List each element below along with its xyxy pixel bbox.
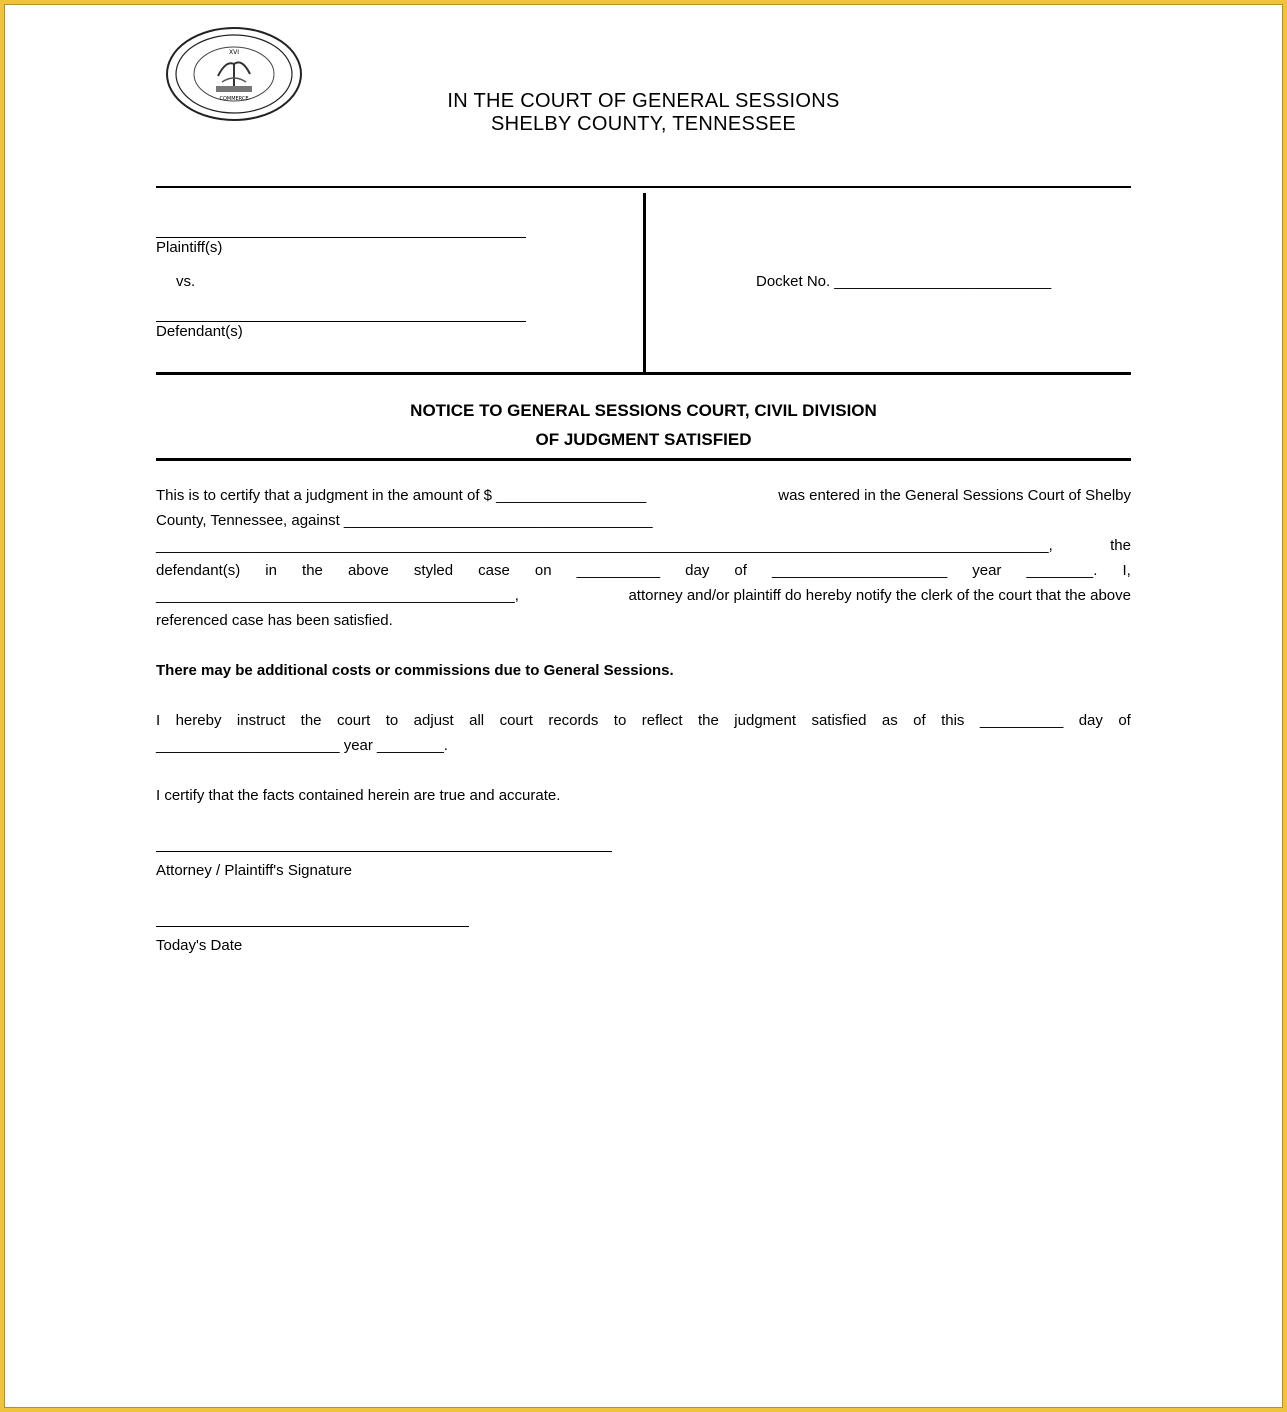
paragraph1-line5 — [156, 587, 1131, 604]
docket-number-field[interactable]: Docket No. __________________________ — [756, 273, 1052, 290]
word: of — [913, 712, 926, 729]
word: court — [499, 712, 533, 729]
court-title-line1: IN THE COURT OF GENERAL SESSIONS — [447, 90, 840, 112]
defendant-label: Defendant(s) — [156, 323, 243, 340]
word: instruct — [236, 712, 286, 729]
satisfied-day-blank[interactable]: __________ — [979, 712, 1064, 729]
word: to — [385, 712, 399, 729]
svg-text:COMMERCE: COMMERCE — [219, 96, 249, 102]
svg-text:XVI: XVI — [229, 49, 239, 56]
word: on — [534, 562, 552, 579]
paragraph2-line1 — [156, 712, 1131, 729]
judgment-month-blank[interactable]: _____________________ — [771, 562, 948, 579]
word: case — [478, 562, 510, 579]
judgment-day-blank[interactable]: __________ — [576, 562, 661, 579]
date-label: Today's Date — [156, 937, 243, 954]
word: this — [941, 712, 965, 729]
word: hereby — [175, 712, 222, 729]
paragraph1-line4 — [156, 562, 1131, 579]
the-word: the — [1110, 537, 1131, 554]
word: records — [548, 712, 599, 729]
certify-statement: I certify that the facts contained herein are true and accurate. — [156, 787, 561, 804]
judgment-year-blank[interactable]: ________. — [1026, 562, 1098, 579]
notice-title-line1: NOTICE TO GENERAL SESSIONS COURT, CIVIL DIVISION — [410, 401, 877, 420]
word: the — [300, 712, 322, 729]
attorney-name-blank[interactable]: ___________________________________________, — [156, 587, 519, 604]
paragraph1-line6: referenced case has been satisfied. — [156, 612, 393, 629]
word: day — [1078, 712, 1103, 729]
word: satisfied — [811, 712, 867, 729]
versus-label: vs. — [176, 273, 196, 290]
defendant-name-line[interactable] — [156, 321, 526, 322]
word: the — [302, 562, 323, 579]
word: adjust — [413, 712, 454, 729]
word: to — [613, 712, 627, 729]
signature-label: Attorney / Plaintiff's Signature — [156, 862, 353, 879]
satisfied-month-year-blank[interactable]: ______________________ year ________. — [156, 737, 448, 754]
word: the — [698, 712, 719, 729]
word: in — [265, 562, 277, 579]
signature-line[interactable] — [156, 851, 612, 852]
defendant-name-blank[interactable]: ___________________________________________________________________________________________________________, — [156, 537, 1053, 554]
notice-title-rule — [156, 458, 1131, 461]
word: above — [347, 562, 389, 579]
caption-bottom-rule — [156, 372, 1131, 375]
word: I, — [1122, 562, 1131, 579]
plaintiff-label: Plaintiff(s) — [156, 239, 223, 256]
word: of — [1118, 712, 1131, 729]
plaintiff-name-line[interactable] — [156, 237, 526, 238]
caption-divider — [643, 193, 646, 373]
court-entry-text: was entered in the General Sessions Court of Shelby — [778, 487, 1131, 504]
word: as — [881, 712, 898, 729]
caption-top-rule — [156, 186, 1131, 188]
word: of — [734, 562, 747, 579]
paragraph1-line1 — [156, 487, 1131, 504]
against-party-text[interactable]: County, Tennessee, against _____________________________________ — [156, 512, 653, 529]
word: all — [469, 712, 485, 729]
word: day — [685, 562, 710, 579]
notice-title-line2: OF JUDGMENT SATISFIED — [535, 430, 752, 449]
word: I — [156, 712, 161, 729]
costs-warning: There may be additional costs or commissions due to General Sessions. — [156, 662, 674, 679]
word: year — [972, 562, 1002, 579]
word: judgment — [734, 712, 797, 729]
word: defendant(s) — [156, 562, 241, 579]
word: reflect — [641, 712, 683, 729]
word: styled — [413, 562, 454, 579]
judgment-amount-text[interactable]: This is to certify that a judgment in the amount of $ __________________ — [156, 487, 647, 504]
word: court — [336, 712, 371, 729]
court-title-line2: SHELBY COUNTY, TENNESSEE — [490, 113, 797, 135]
paragraph1-line3 — [156, 537, 1131, 554]
date-line[interactable] — [156, 926, 469, 927]
notify-clerk-text: attorney and/or plaintiff do hereby notify the clerk of the court that the above — [628, 587, 1131, 604]
county-seal-icon — [156, 24, 306, 124]
